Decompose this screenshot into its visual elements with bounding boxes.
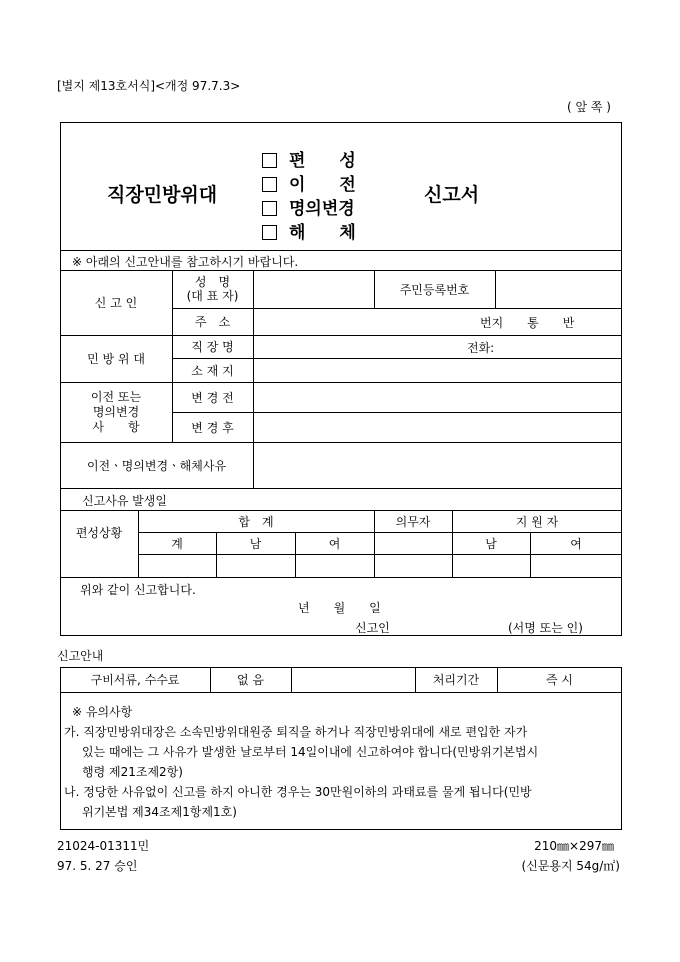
checkbox-icon[interactable] (262, 177, 277, 192)
caution-heading: ※ 유의사항 (72, 705, 133, 719)
after-field[interactable] (253, 412, 622, 442)
phone-label: 전화: (467, 341, 495, 355)
rrn-label: 주민등록번호 (399, 282, 470, 297)
declaration-date: 년 월 일 (298, 601, 381, 615)
footer-paper-size: 210㎜×297㎜ (534, 839, 614, 853)
composition-label: 편성상황 (75, 525, 123, 540)
sum-field[interactable] (138, 554, 216, 577)
caution-item-a: 행령 제21조제2항) (82, 765, 183, 779)
processing-label: 처리기간 (432, 673, 480, 687)
composition-blank (60, 554, 138, 577)
option-dissolution[interactable]: 해 체 (262, 218, 356, 243)
volunteer-male-header: 남 (485, 536, 497, 551)
workplace-label: 직 장 명 (191, 340, 234, 354)
option-name-change[interactable]: 명의변경 (262, 194, 355, 219)
obligated-field[interactable] (374, 554, 452, 577)
reporter-section-label: 신 고 인 (94, 296, 138, 310)
volunteer-male-field[interactable] (452, 554, 530, 577)
before-field[interactable] (253, 382, 622, 412)
title-subject: 직장민방위대 (107, 184, 218, 206)
footer-paper-type: (신문용지 54g/㎡) (521, 859, 620, 873)
option-formation[interactable]: 편 성 (262, 146, 356, 171)
unit-section-label: 민 방 위 대 (87, 352, 145, 366)
before-label: 변 경 전 (191, 390, 234, 405)
notice-text: ※ 아래의 신고안내를 참고하시기 바랍니다. (72, 255, 299, 269)
option-relocation[interactable]: 이 전 (262, 170, 356, 195)
title-doc-type: 신고서 (424, 184, 480, 206)
checkbox-icon[interactable] (262, 225, 277, 240)
obligated-header: 의무자 (395, 514, 431, 529)
reason-label: 이전ㆍ명의변경ㆍ해체사유 (86, 458, 227, 473)
workplace-field[interactable] (253, 335, 622, 358)
form-id: [별지 제13호서식]<개정 97.7.3> (57, 79, 241, 93)
name-field[interactable] (253, 270, 374, 308)
declaration-statement: 위와 같이 신고합니다. (80, 583, 196, 597)
caution-item-a: 있는 때에는 그 사유가 발생한 날로부터 14일이내에 신고하여야 합니다(민방위기본법시 (82, 745, 539, 759)
guide-heading: 신고안내 (57, 649, 104, 663)
rrn-field[interactable] (495, 270, 622, 308)
change-section-label: 이전 또는 명의변경 사 항 (90, 389, 142, 434)
total-header: 합 계 (238, 514, 274, 529)
caution-item-a: 가. 직장민방위대장은 소속민방위대원중 퇴직을 하거나 직장민방위대에 새로 편입한 자가 (64, 725, 528, 739)
docs-fee-blank (291, 667, 415, 692)
address-label: 주 소 (194, 315, 231, 329)
female-header: 여 (328, 536, 341, 551)
male-header: 남 (249, 536, 262, 551)
occurrence-date-label: 신고사유 발생일 (82, 494, 167, 508)
page-side: ( 앞 쪽 ) (567, 100, 611, 114)
male-field[interactable] (216, 554, 295, 577)
caution-item-b: 나. 정당한 사유없이 신고를 하지 아니한 경우는 30만원이하의 과태료를 물게 됩니다(민방 (64, 785, 532, 799)
address-suffix: 번지 통 반 (480, 316, 575, 330)
footer-approval: 97. 5. 27 승인 (57, 859, 138, 873)
volunteer-female-header: 여 (570, 536, 582, 551)
reason-field[interactable] (253, 442, 622, 488)
after-label: 변 경 후 (191, 420, 234, 435)
sum-header: 계 (171, 536, 183, 551)
declaration-signer-label: 신고인 (355, 621, 390, 635)
declaration-sign-hint: (서명 또는 인) (508, 621, 583, 635)
docs-fee-label: 구비서류, 수수료 (90, 673, 180, 687)
volunteer-female-field[interactable] (530, 554, 622, 577)
location-field[interactable] (253, 358, 622, 382)
caution-item-b: 위기본법 제34조제1항제1호) (82, 805, 237, 819)
docs-fee-value: 없 음 (237, 673, 264, 687)
checkbox-icon[interactable] (262, 201, 277, 216)
location-label: 소 재 지 (191, 363, 234, 378)
footer-code: 21024-01311민 (57, 839, 150, 853)
name-label: 성 명 (대 표 자) (186, 275, 239, 303)
female-field[interactable] (295, 554, 374, 577)
volunteer-header: 지 원 자 (515, 514, 559, 529)
processing-value: 즉 시 (546, 673, 573, 687)
checkbox-icon[interactable] (262, 153, 277, 168)
